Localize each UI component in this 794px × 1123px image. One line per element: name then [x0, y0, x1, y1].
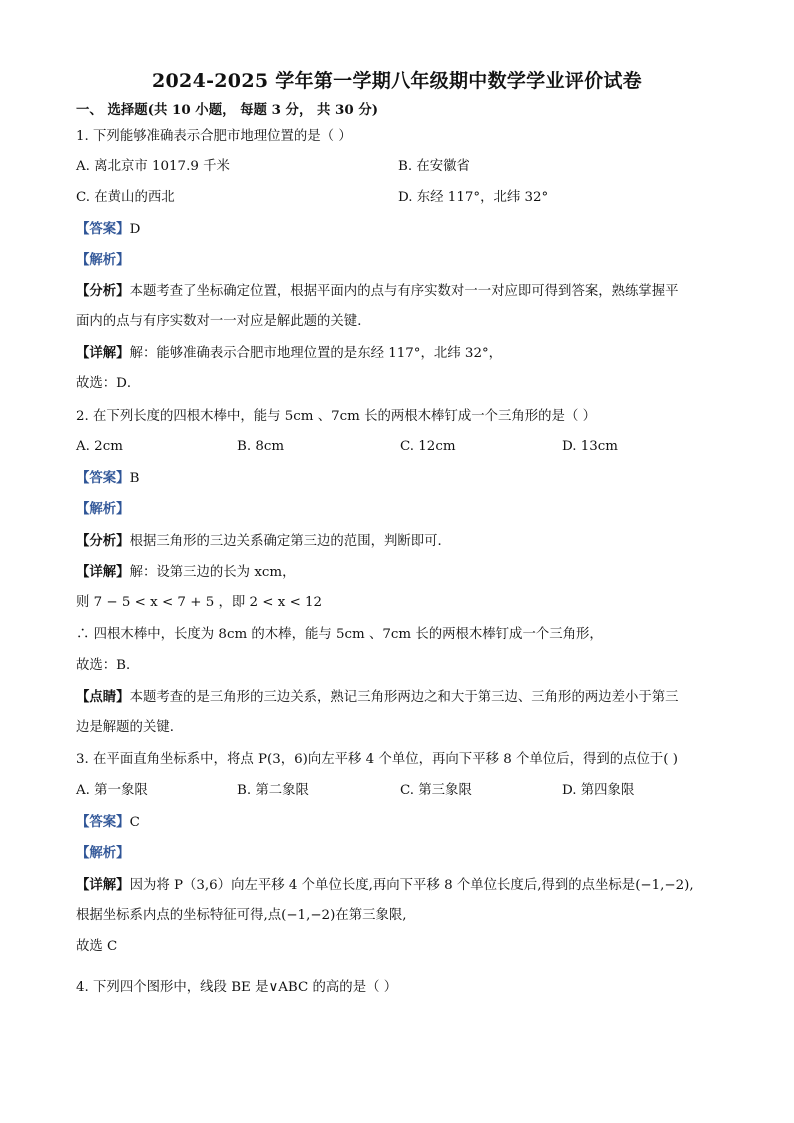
q3-detail-row	[76, 876, 694, 895]
q1-option-a: A. 离北京市 1017.9 千米	[76, 159, 230, 174]
analysis-tag: 【解析】	[76, 845, 130, 861]
q1-option-d: D. 东经 117°，北纬 32°	[398, 190, 549, 205]
q2-comment-line1: 本题考查的是三角形的三边关系，熟记三角形两边之和大于第三边、三角形的两边差小于第三	[129, 690, 679, 705]
q3-option-a: A. 第一象限	[76, 783, 148, 798]
q1-analysis-row	[76, 251, 130, 270]
q1-fenxi-line2: 面内的点与有序实数对一一对应是解此题的关键．	[76, 314, 371, 329]
q1-conclusion: 故选：D．	[76, 376, 141, 391]
q2-detail-row	[76, 563, 295, 582]
q2-detail-line3: ∴ 四根木棒中，长度为 8cm 的木棒，能与 5cm 、7cm 长的两根木棒钉成一个三角形，	[76, 627, 603, 642]
q1-detail-row	[76, 344, 502, 363]
q1-answer: D	[129, 222, 141, 237]
exam-title: 2024-2025 学年第一学期八年级期中数学学业评价试卷	[152, 70, 642, 92]
q2-stem: 2. 在下列长度的四根木棒中，能与 5cm 、7cm 长的两根木棒钉成一个三角形的是（ ）	[76, 409, 596, 424]
q3-stem: 3. 在平面直角坐标系中，将点 P(3，6)向左平移 4 个单位，再向下平移 8 个单位后，得到的点位于( )	[76, 752, 679, 767]
q1-fenxi-line1: 本题考查了坐标确定位置，根据平面内的点与有序实数对一一对应即可得到答案，熟练掌握平	[129, 284, 679, 299]
q3-answer: C	[129, 815, 140, 830]
q4-stem: 4. 下列四个图形中，线段 BE 是∨ABC 的高的是（ ）	[76, 980, 398, 995]
q1-fenxi-row	[76, 282, 679, 301]
q2-option-d: D. 13cm	[562, 439, 619, 454]
analysis-tag: 【解析】	[76, 501, 130, 517]
q3-conclusion: 故选 C	[76, 939, 118, 954]
q2-analysis-row	[76, 500, 130, 519]
q2-comment-line2: 边是解题的关键．	[76, 720, 184, 735]
q3-analysis-row	[76, 844, 130, 863]
q1-stem: 1. 下列能够准确表示合肥市地理位置的是（ ）	[76, 129, 352, 144]
q1-answer-row	[76, 220, 140, 239]
answer-tag: 【答案】	[76, 221, 130, 237]
q2-conclusion: 故选：B．	[76, 658, 140, 673]
answer-tag: 【答案】	[76, 470, 130, 486]
fenxi-tag: 【分析】	[76, 283, 130, 299]
detail-tag: 【详解】	[76, 877, 130, 893]
q1-detail: 解：能够准确表示合肥市地理位置的是东经 117°，北纬 32°，	[129, 346, 503, 361]
q3-option-b: B. 第二象限	[237, 783, 309, 798]
detail-tag: 【详解】	[76, 345, 130, 361]
analysis-tag: 【解析】	[76, 252, 130, 268]
q2-detail-line1: 解：设第三边的长为 xcm，	[129, 565, 296, 580]
q2-comment-row	[76, 688, 679, 707]
q2-option-a: A. 2cm	[76, 439, 123, 454]
q1-option-c: C. 在黄山的西北	[76, 190, 175, 205]
q3-detail-line1: 因为将 P（3,6）向左平移 4 个单位长度,再向下平移 8 个单位长度后,得到的点坐标是(−1,−2),	[129, 878, 694, 893]
answer-tag: 【答案】	[76, 814, 130, 830]
q1-option-b: B. 在安徽省	[398, 159, 470, 174]
q3-option-c: C. 第三象限	[400, 783, 472, 798]
section-heading: 一、 选择题(共 10 小题， 每题 3 分， 共 30 分)	[76, 102, 379, 118]
q3-option-d: D. 第四象限	[562, 783, 635, 798]
q2-answer-row	[76, 469, 139, 488]
comment-tag: 【点睛】	[76, 689, 130, 705]
detail-tag: 【详解】	[76, 564, 130, 580]
q2-detail-line2: 则 7 − 5 < x < 7 + 5 ，即 2 < x < 12	[76, 595, 323, 610]
q2-option-c: C. 12cm	[400, 439, 456, 454]
q2-fenxi-row	[76, 532, 451, 551]
q2-option-b: B. 8cm	[237, 439, 285, 454]
fenxi-tag: 【分析】	[76, 533, 130, 549]
q3-detail-line2: 根据坐标系内点的坐标特征可得,点(−1,−2)在第三象限,	[76, 908, 407, 923]
q3-answer-row	[76, 813, 140, 832]
q2-fenxi: 根据三角形的三边关系确定第三边的范围，判断即可．	[129, 534, 451, 549]
q2-answer: B	[129, 471, 140, 486]
